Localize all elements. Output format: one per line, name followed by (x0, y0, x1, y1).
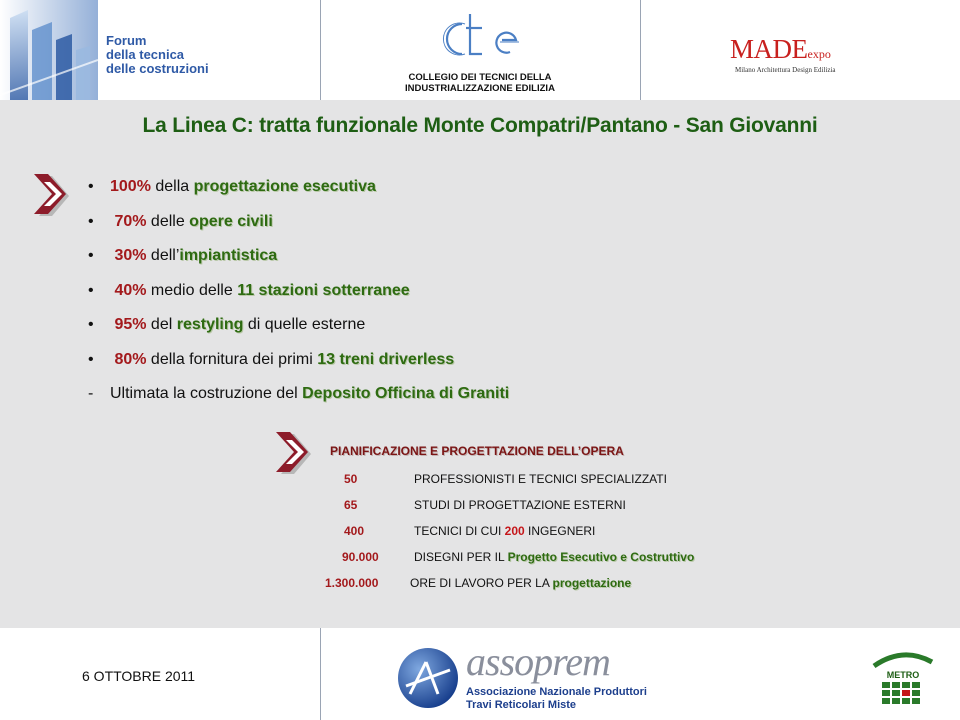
percent-value: 80% (110, 350, 147, 368)
planning-number: 1.300.000 (325, 576, 379, 590)
bullet-marker: • (88, 178, 94, 195)
planning-text-part: ORE DI LAVORO PER LA (410, 576, 553, 590)
list-item (88, 178, 509, 213)
metro-label: METRO (886, 670, 920, 680)
planning-text (414, 498, 626, 512)
list-item (88, 385, 509, 420)
double-chevron-arrow-icon (30, 172, 78, 216)
list-item (88, 351, 509, 386)
metro-c-logo-icon (872, 648, 934, 712)
percent-value: 70% (110, 212, 147, 230)
planning-text-part: TECNICI DI CUI (414, 524, 505, 538)
bullet-text: della (150, 178, 194, 195)
bullet-text: della fornitura dei primi (146, 350, 318, 368)
planning-number: 90.000 (342, 550, 379, 564)
highlight-text: Deposito Officina di Graniti (302, 385, 510, 402)
made-expo-logo (730, 34, 860, 65)
list-item (88, 213, 509, 248)
bullet-marker: • (88, 350, 94, 368)
planning-row (0, 524, 960, 540)
made-logo-expo: expo (807, 47, 831, 61)
assoprem-subtitle-line: Travi Reticolari Miste (466, 699, 577, 711)
planning-text (410, 576, 631, 590)
forum-building-graphic (0, 0, 98, 100)
dash-marker: - (88, 385, 94, 402)
cte-name (322, 72, 638, 94)
planning-text (414, 524, 595, 538)
header-divider (320, 0, 321, 100)
planning-row (0, 498, 960, 514)
bullet-list (88, 178, 509, 420)
cte-name-line: COLLEGIO DEI TECNICI DELLA (408, 72, 552, 83)
double-chevron-arrow-icon (272, 430, 320, 474)
percent-value: 30% (110, 247, 147, 264)
highlight-text: progettazione esecutiva (193, 178, 376, 195)
event-date: 6 OTTOBRE 2011 (82, 668, 196, 684)
header-divider (640, 0, 641, 100)
footer (0, 628, 960, 720)
bullet-text: dell’ (146, 247, 180, 264)
planning-number: 65 (344, 498, 358, 512)
bullet-text: medio delle (146, 281, 238, 299)
planning-number: 400 (344, 524, 365, 538)
forum-line: Forum (106, 33, 147, 48)
assoprem-wordmark: assoprem (466, 639, 610, 684)
bullet-text: del (146, 316, 177, 333)
content-area (0, 100, 960, 628)
bullet-marker: • (88, 247, 94, 264)
planning-heading: PIANIFICAZIONE E PROGETTAZIONE DELL’OPERA (330, 444, 624, 458)
bullet-text: delle (146, 212, 190, 230)
planning-row (0, 550, 960, 566)
highlight-text: opere civili (189, 212, 273, 230)
percent-value: 100% (110, 178, 151, 195)
assoprem-globe-icon (396, 646, 460, 710)
bullet-text: Ultimata la costruzione del (110, 385, 303, 402)
percent-value: 40% (110, 281, 147, 299)
assoprem-subtitle (466, 686, 647, 712)
forum-title (106, 34, 209, 76)
footer-divider (320, 628, 321, 720)
bullet-marker: • (88, 212, 94, 230)
highlight-text: restyling (176, 316, 244, 333)
planning-red-value: 200 (504, 524, 525, 538)
highlight-text: 13 treni driverless (317, 350, 455, 368)
planning-text (414, 550, 694, 564)
bullet-marker: • (88, 281, 94, 299)
list-item (88, 282, 509, 317)
percent-value: 95% (110, 316, 147, 333)
highlight-text: impiantistica (179, 247, 278, 264)
planning-row (0, 472, 960, 488)
planning-text (414, 472, 667, 486)
planning-text-part: PROFESSIONISTI E TECNICI SPECIALIZZATI (414, 472, 667, 486)
forum-line: della tecnica (106, 47, 185, 62)
highlight-text: progettazione (552, 576, 632, 590)
cte-name-line: INDUSTRIALIZZAZIONE EDILIZIA (405, 83, 555, 94)
forum-line: delle costruzioni (106, 61, 209, 76)
slide-title: La Linea C: tratta funzionale Monte Compatri/Pantano - San Giovanni (142, 114, 818, 137)
planning-number: 50 (344, 472, 358, 486)
bullet-text: di quelle esterne (243, 316, 366, 333)
list-item (88, 316, 509, 351)
list-item (88, 247, 509, 282)
assoprem-subtitle-line: Associazione Nazionale Produttori (466, 686, 647, 698)
cte-logo-icon (440, 10, 524, 68)
made-logo-main: MADE (730, 34, 808, 64)
made-logo-subtitle: Milano Architettura Design Edilizia (735, 66, 836, 74)
planning-row (0, 576, 960, 592)
highlight-text: Progetto Esecutivo e Costruttivo (507, 550, 695, 564)
highlight-text: 11 stazioni sotterranee (237, 281, 410, 299)
bullet-marker: • (88, 316, 94, 333)
planning-text-part: STUDI DI PROGETTAZIONE ESTERNI (414, 498, 626, 512)
planning-text-part: INGEGNERI (524, 524, 596, 538)
planning-text-part: DISEGNI PER IL (414, 550, 508, 564)
header (0, 0, 960, 100)
